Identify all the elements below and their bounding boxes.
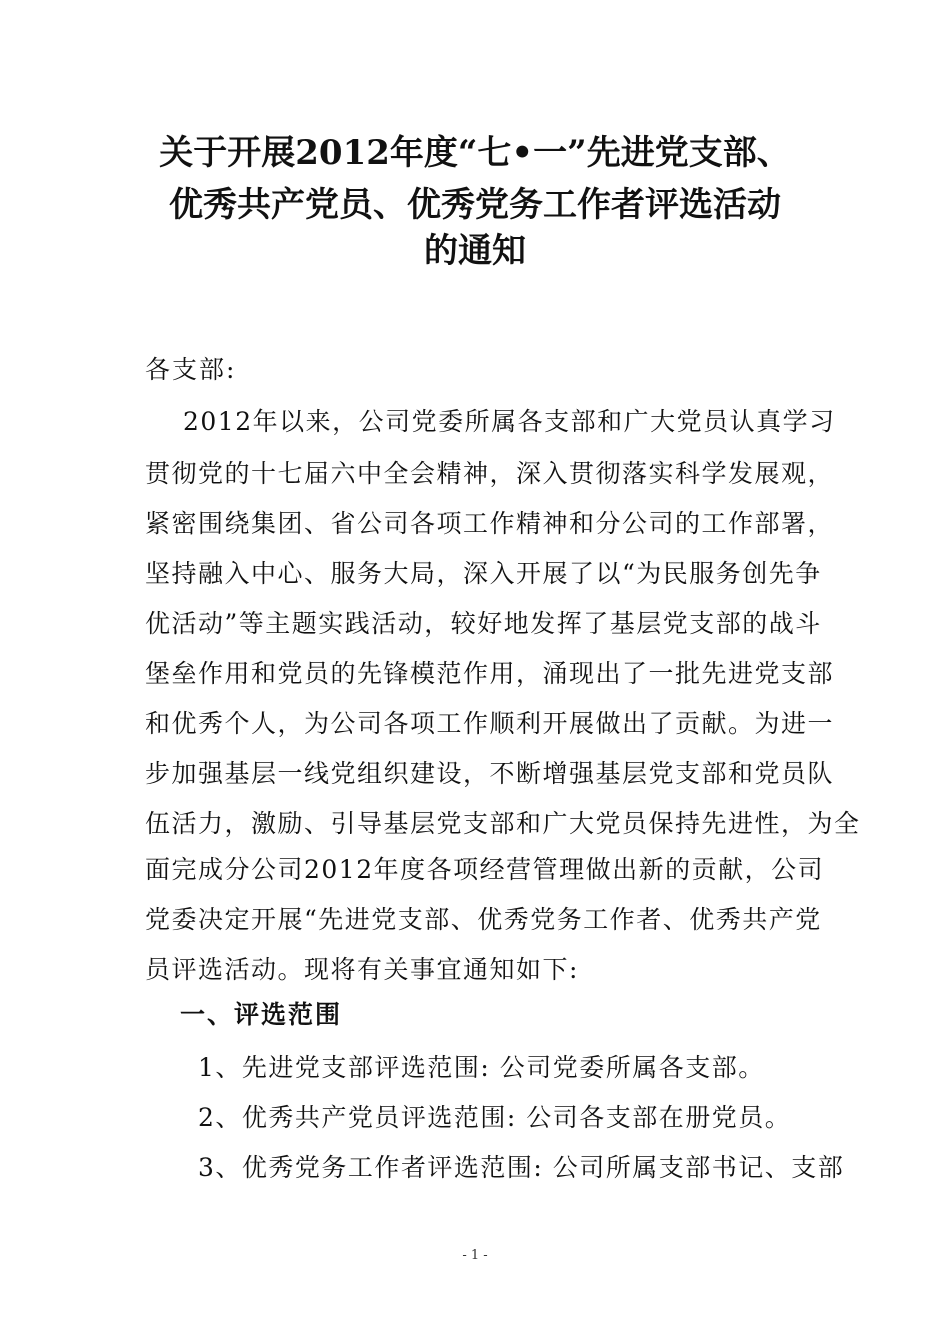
list-item: 1、先进党支部评选范围: 公司党委所属各支部。 — [198, 1053, 765, 1082]
body-line: 堡垒作用和党员的先锋模范作用，涌现出了一批先进党支部 — [145, 659, 835, 688]
body-line: 党委决定开展“先进党支部、优秀党务工作者、优秀共产党 — [145, 905, 822, 934]
body-line: 贯彻党的十七届六中全会精神，深入贯彻落实科学发展观， — [145, 459, 835, 488]
body-line: 优活动”等主题实践活动，较好地发挥了基层党支部的战斗 — [145, 609, 822, 638]
body-line: 步加强基层一线党组织建设，不断增强基层党支部和党员队 — [145, 759, 835, 788]
list-item: 2、优秀共产党员评选范围: 公司各支部在册党员。 — [198, 1103, 792, 1132]
body-line: 员评选活动。现将有关事宜通知如下: — [145, 955, 579, 984]
body-line: 伍活力，激励、引导基层党支部和广大党员保持先进性，为全 — [145, 809, 861, 838]
page-number: - 1 - — [462, 1248, 488, 1263]
body-line: 和优秀个人，为公司各项工作顺利开展做出了贡献。为进一 — [145, 709, 835, 738]
section-heading: 一、评选范围 — [180, 1000, 343, 1029]
document-title-line-3: 的通知 — [424, 231, 526, 271]
body-line: 2012年以来，公司党委所属各支部和广大党员认真学习 — [183, 407, 836, 436]
list-item: 3、优秀党务工作者评选范围: 公司所属支部书记、支部 — [198, 1153, 845, 1182]
salutation: 各支部: — [145, 355, 237, 384]
document-title-line-2: 优秀共产党员、优秀党务工作者评选活动 — [169, 185, 781, 225]
document-title-line-1: 关于开展2012年度“七•一”先进党支部、 — [159, 133, 791, 173]
body-line: 面完成分公司2012年度各项经营管理做出新的贡献，公司 — [145, 855, 825, 884]
body-line: 坚持融入中心、服务大局，深入开展了以“为民服务创先争 — [145, 559, 822, 588]
body-line: 紧密围绕集团、省公司各项工作精神和分公司的工作部署， — [145, 509, 835, 538]
